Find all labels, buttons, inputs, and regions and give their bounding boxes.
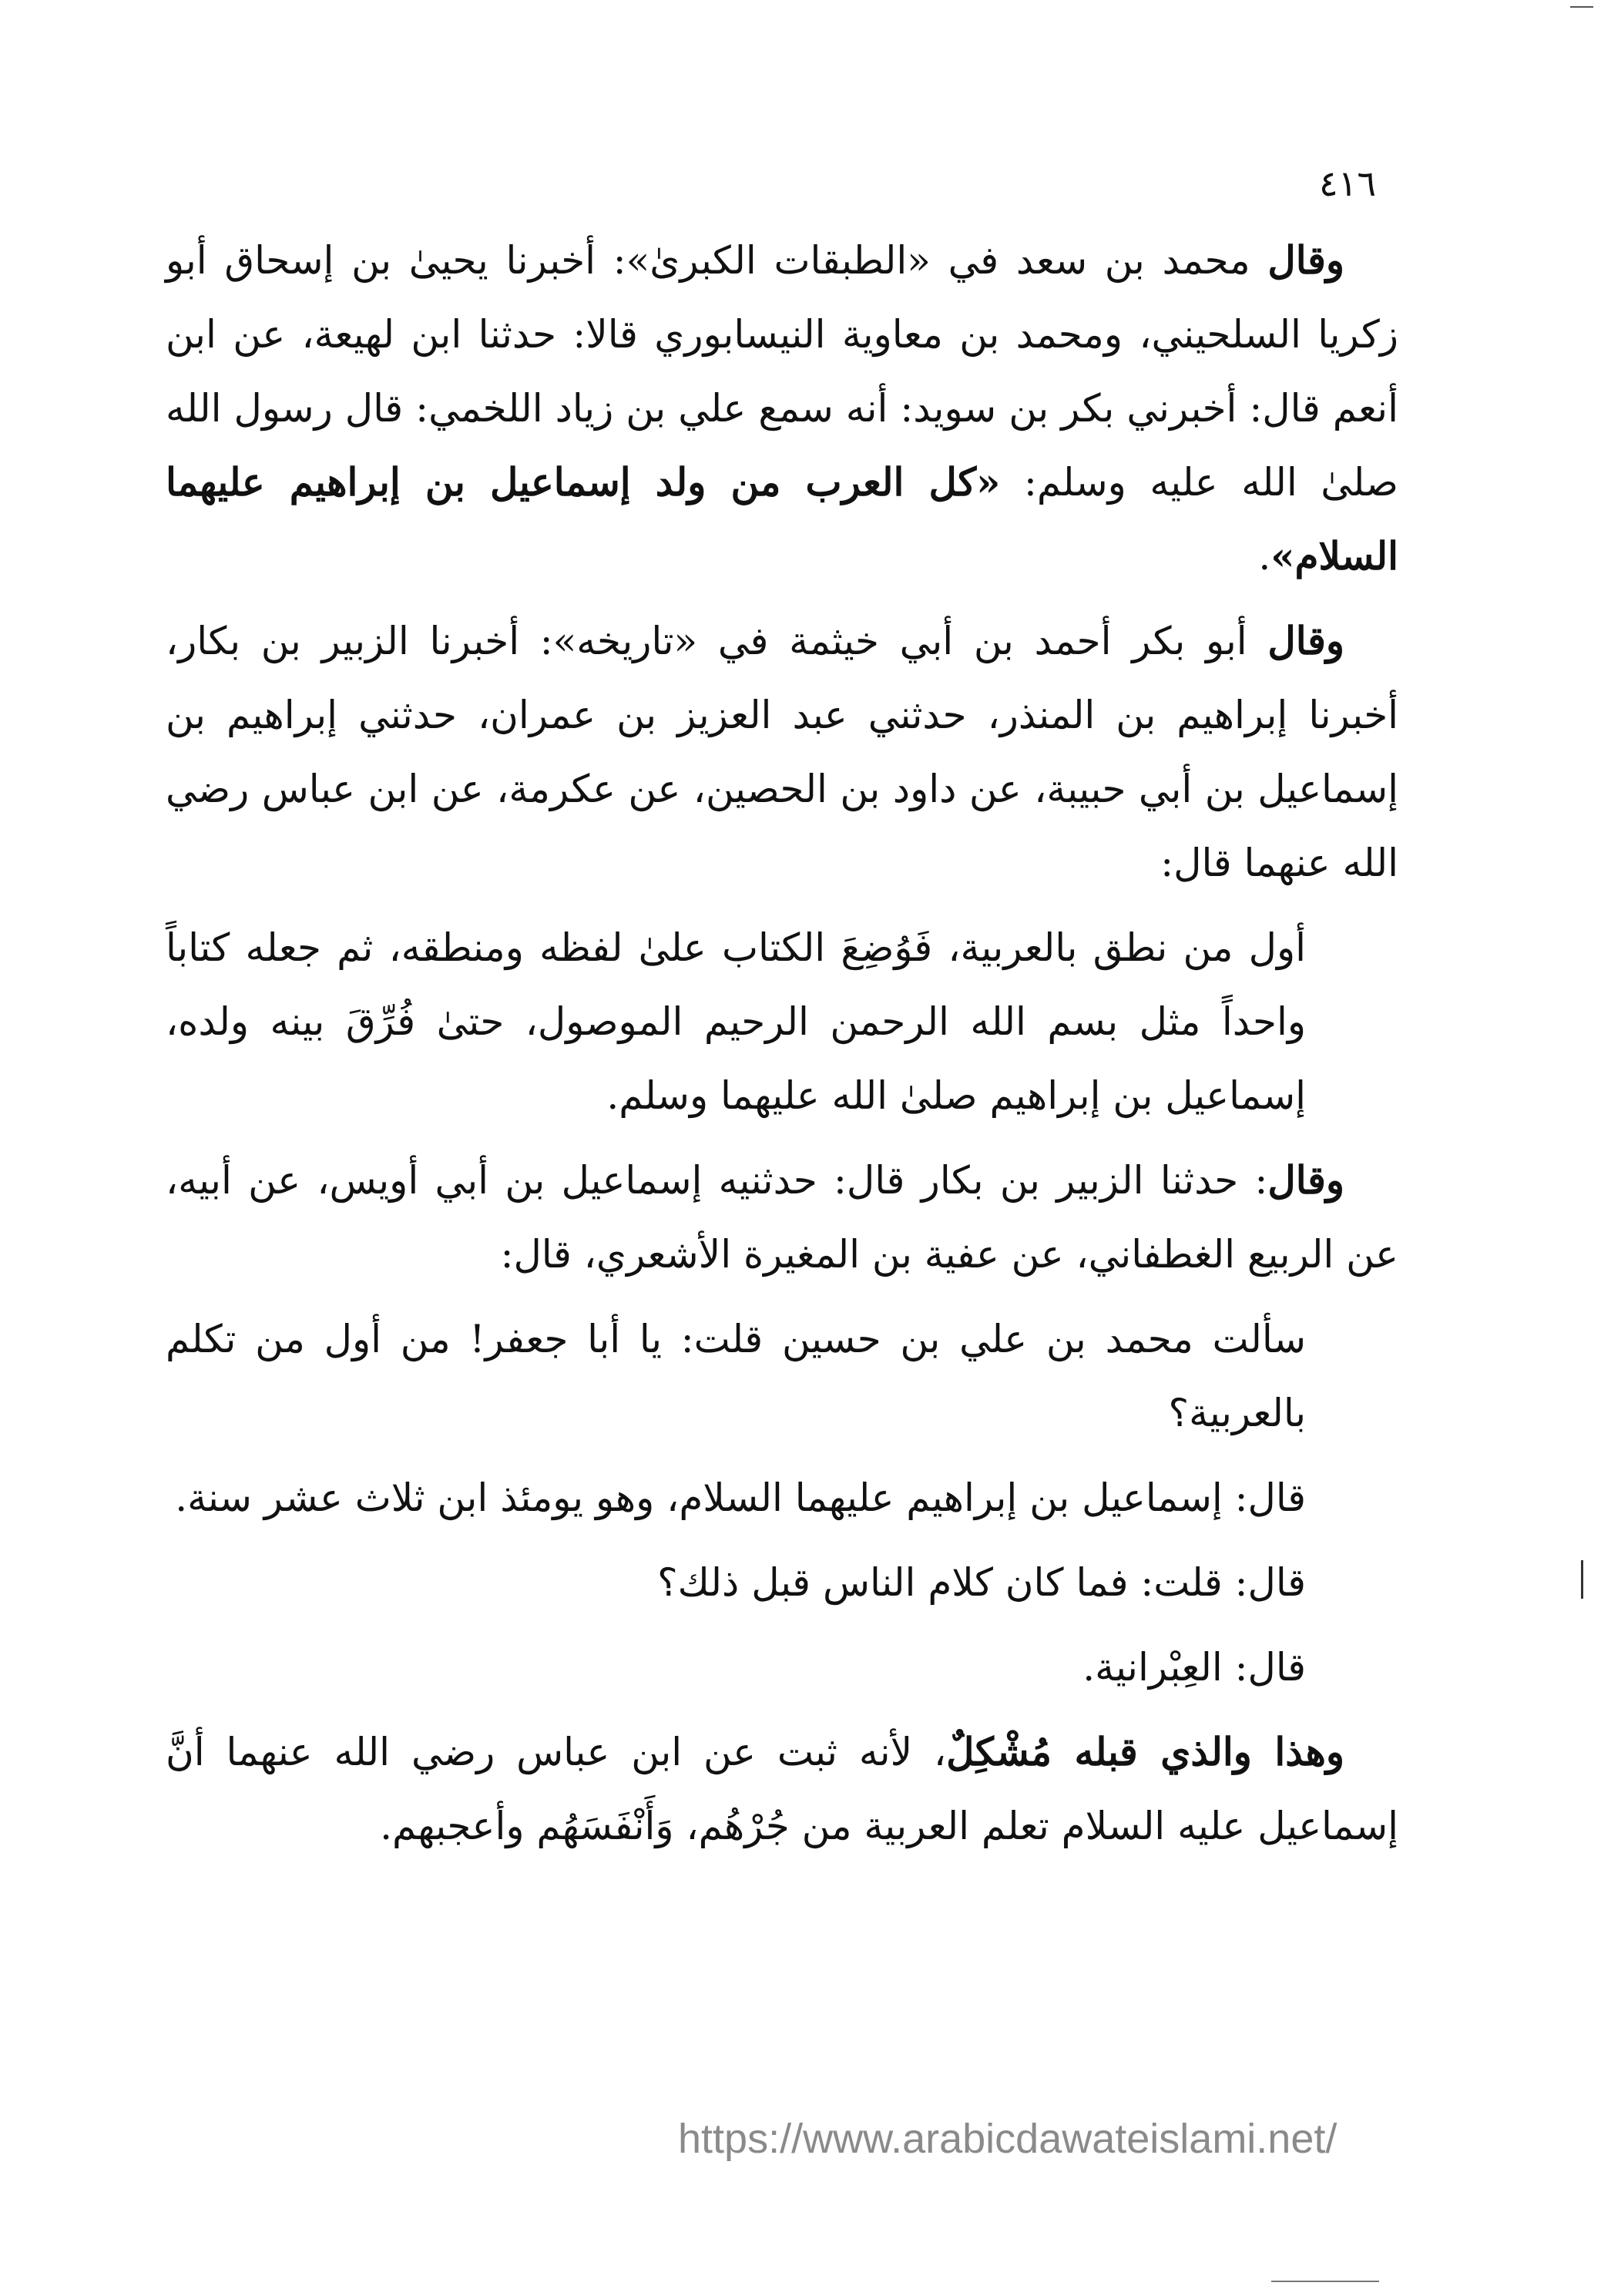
paragraph-followup-answer: قال: العِبْرانية. (1082, 1645, 1306, 1690)
bottom-rule (1271, 2281, 1379, 2282)
paragraph-end: . (1258, 534, 1271, 579)
margin-mark (1581, 1560, 1583, 1599)
watermark-url: https://www.arabicdawateislami.net/ (678, 2116, 1338, 2162)
paragraph-commentary (166, 1715, 1398, 1863)
paragraph-lead: وقال (1267, 618, 1344, 663)
paragraph-lead: وهذا والذي قبله مُشْكِلٌ (946, 1729, 1344, 1774)
paragraph-followup-question: قال: قلت: فما كان كلام الناس قبل ذلك؟ (657, 1560, 1306, 1605)
paragraph-ibn-abi-khaythama (166, 604, 1398, 900)
paragraph-text: ، لأنه ثبت عن ابن عباس رضي الله عنهما أنَّ إسماعيل عليه السلام تعلم العربية من جُرْهُم، وَأَنْفَسَهُم وأعجبهم. (166, 1730, 1398, 1848)
page-body (166, 223, 1398, 1874)
paragraph-zubair (166, 1143, 1398, 1291)
paragraph-lead: وقال (1267, 237, 1344, 283)
paragraph-text: : حدثنا الزبير بن بكار قال: حدثنيه إسماعيل بن أبي أويس، عن أبيه، عن الربيع الغطفاني، عن عفية بن المغيرة الأشعري، قال: (166, 1158, 1398, 1277)
paragraph-lead: وقال (1267, 1157, 1344, 1203)
hadith-quote: «كل العرب من ولد إسماعيل بن إبراهيم عليهما السلام» (166, 459, 1398, 579)
paragraph-ibn-saad (166, 223, 1398, 593)
corner-mark (1570, 6, 1593, 8)
paragraph-answer: قال: إسماعيل بن إبراهيم عليهما السلام، وهو يومئذ ابن ثلاث عشر سنة. (175, 1475, 1306, 1520)
paragraph-ibn-abbas-quote: أول من نطق بالعربية، فَوُضِعَ الكتاب علىٰ لفظه ومنطقه، ثم جعله كتاباً واحداً مثل بسم الله الرحمن الرحيم الموصول، حتىٰ فُرِّقَ بينه ولده، إسماعيل بن إبراهيم صلىٰ الله عليهما وسلم. (166, 925, 1306, 1118)
paragraph-question: سألت محمد بن علي بن حسين قلت: يا أبا جعفر! من أول من تكلم بالعربية؟ (166, 1317, 1306, 1435)
page-number: ٤١٦ (1319, 163, 1377, 204)
paragraph-text: محمد بن سعد في «الطبقات الكبرىٰ»: أخبرنا يحيىٰ بن إسحاق أبو زكريا السلحيني، ومحمد بن معاوية النيسابوري قالا: حدثنا ابن لهيعة، عن ابن أنعم قال: أخبرني بكر بن سويد: أنه سمع علي بن زياد اللخمي: قال رسول الله صلىٰ الله عليه وسلم: (166, 238, 1398, 505)
paragraph-text: أبو بكر أحمد بن أبي خيثمة في «تاريخه»: أخبرنا الزبير بن بكار، أخبرنا إبراهيم بن المنذر، حدثني عبد العزيز بن عمران، حدثني إبراهيم بن إسماعيل بن أبي حبيبة، عن داود بن الحصين، عن عكرمة، عن ابن عباس رضي الله عنهما قال: (166, 619, 1398, 885)
